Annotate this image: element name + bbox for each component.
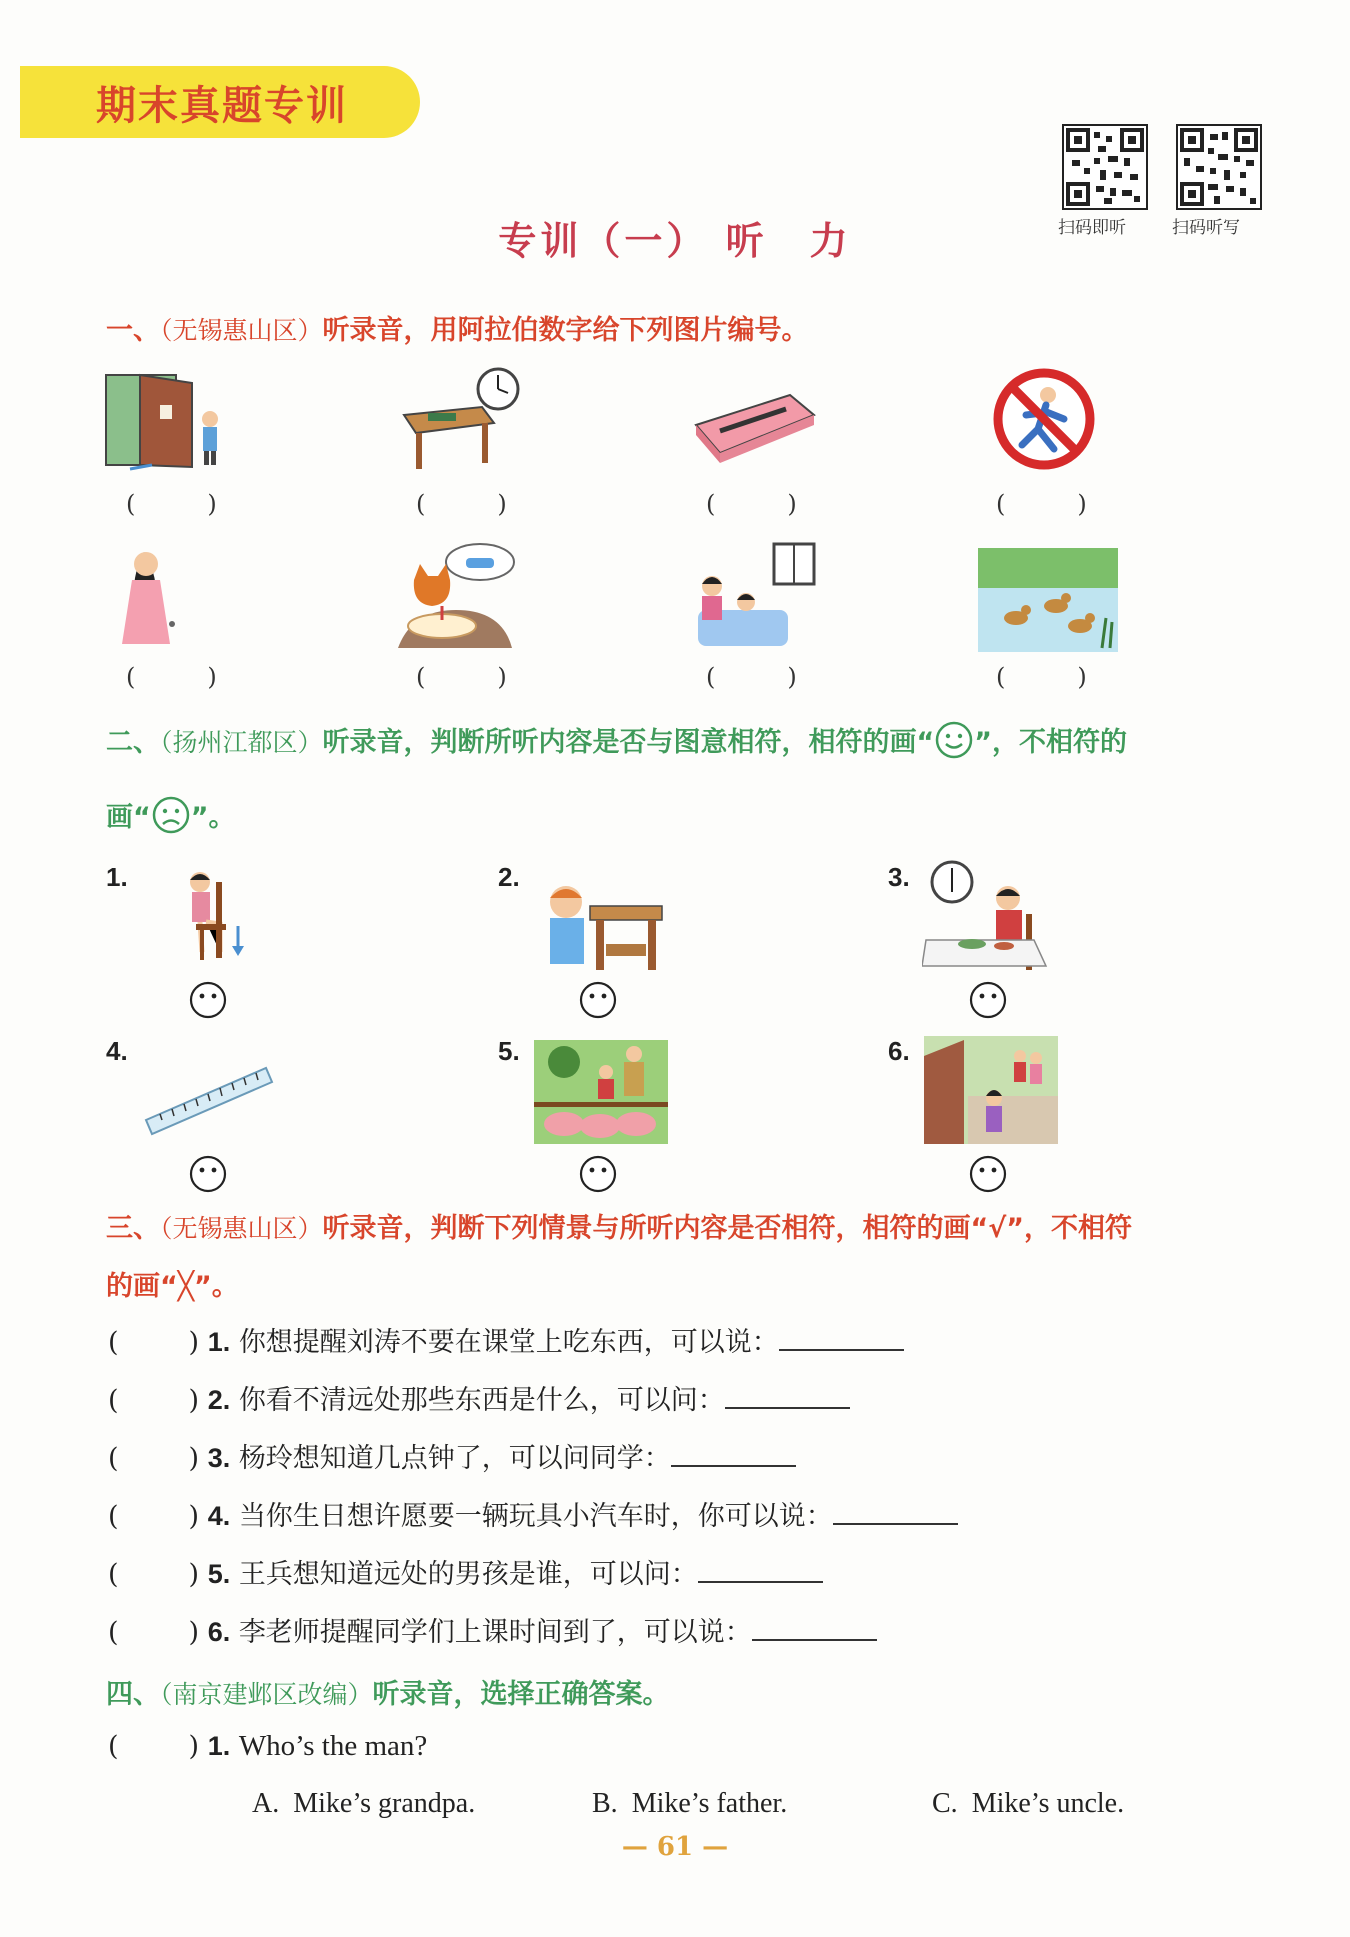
question-row-1: ( ) 1. 你想提醒刘涛不要在课堂上吃东西，可以说：	[108, 1320, 904, 1359]
option-a[interactable]: A. Mike’s grandpa.	[252, 1788, 476, 1819]
answer-paren-7[interactable]: ( )	[706, 663, 797, 691]
qr-code-listen-icon[interactable]	[1062, 124, 1148, 210]
qr-label-listen: 扫码即听	[1058, 218, 1126, 238]
section3-heading-line1: 三、（无锡惠山区）听录音，判断下列情景与所听内容是否相符，相符的画“√”，不相符	[106, 1213, 1133, 1244]
option-b[interactable]: B. Mike’s father.	[592, 1788, 788, 1819]
boy-desk-icon	[536, 874, 666, 974]
sad-face-icon	[151, 795, 191, 835]
cat-cake-car-icon	[392, 540, 522, 650]
answer-paren-1[interactable]: ( )	[126, 490, 217, 518]
no-running-sign-icon	[988, 365, 1118, 475]
answer-line-1[interactable]	[779, 1327, 904, 1351]
page-number: — 61 —	[621, 1832, 729, 1862]
question-row-6: ( ) 6. 李老师提醒同学们上课时间到了，可以说：	[108, 1610, 877, 1649]
section4-question-1: ( ) 1. Who’s the man?	[108, 1730, 428, 1762]
question-row-5: ( ) 5. 王兵想知道远处的男孩是谁，可以问：	[108, 1552, 823, 1591]
smile-face-icon	[934, 720, 974, 760]
answer-line-2[interactable]	[725, 1385, 850, 1409]
answer-paren-4[interactable]: ( )	[996, 490, 1087, 518]
pencil-box-icon	[690, 365, 820, 475]
section4-heading: 四、（南京建邺区改编）听录音，选择正确答案。	[106, 1679, 670, 1710]
banner-title: 期末真题专训	[96, 83, 348, 129]
question-row-2: ( ) 2. 你看不清远处那些东西是什么，可以问：	[108, 1378, 850, 1417]
answer-face-6[interactable]	[968, 1154, 1008, 1194]
page-title: 专训（一） 听 力	[498, 219, 852, 263]
answer-paren-5[interactable]: ( )	[126, 663, 217, 691]
item-number-2: 2.	[498, 862, 520, 892]
farm-pigs-icon	[534, 1040, 668, 1144]
section2-heading-line2: 画“ ”。	[106, 795, 236, 835]
answer-line-6[interactable]	[752, 1617, 877, 1641]
ruler-icon	[140, 1050, 280, 1140]
answer-face-2[interactable]	[578, 980, 618, 1020]
answer-paren-2[interactable]: ( )	[416, 490, 507, 518]
item-number-6: 6.	[888, 1036, 910, 1066]
answer-face-5[interactable]	[578, 1154, 618, 1194]
option-c[interactable]: C. Mike’s uncle.	[932, 1788, 1125, 1819]
kids-bed-window-icon	[690, 540, 820, 650]
section3-heading-line2: 的画“╳”。	[106, 1271, 239, 1302]
kids-street-icon	[924, 1036, 1058, 1144]
answer-face-3[interactable]	[968, 980, 1008, 1020]
qr-code-dictation-icon[interactable]	[1176, 124, 1262, 210]
girl-sit-chair-icon	[160, 862, 270, 972]
item-number-4: 4.	[106, 1036, 128, 1066]
item-number-5: 5.	[498, 1036, 520, 1066]
item-number-3: 3.	[888, 862, 910, 892]
question-row-3: ( ) 3. 杨玲想知道几点钟了，可以问同学：	[108, 1436, 796, 1475]
item-number-1: 1.	[106, 862, 128, 892]
answer-face-4[interactable]	[188, 1154, 228, 1194]
ducks-lake-icon	[978, 548, 1118, 652]
section1-heading: 一、（无锡惠山区）听录音，用阿拉伯数字给下列图片编号。	[106, 315, 809, 346]
qr-label-dictation: 扫码听写	[1172, 218, 1240, 238]
answer-paren-8[interactable]: ( )	[996, 663, 1087, 691]
answer-paren-3[interactable]: ( )	[706, 490, 797, 518]
answer-paren-6[interactable]: ( )	[416, 663, 507, 691]
answer-line-3[interactable]	[671, 1443, 796, 1467]
answer-line-5[interactable]	[698, 1559, 823, 1583]
desk-clock-icon	[398, 365, 528, 475]
answer-line-4[interactable]	[833, 1501, 958, 1525]
section2-heading-line1: 二、（扬州江都区）听录音，判断所听内容是否与图意相符，相符的画“ ”，不相符的	[106, 720, 1306, 760]
answer-face-1[interactable]	[188, 980, 228, 1020]
door-boy-icon	[100, 365, 230, 475]
girl-icon	[100, 540, 230, 650]
boy-eating-clock-icon	[922, 858, 1052, 974]
question-row-4: ( ) 4. 当你生日想许愿要一辆玩具小汽车时，你可以说：	[108, 1494, 958, 1533]
